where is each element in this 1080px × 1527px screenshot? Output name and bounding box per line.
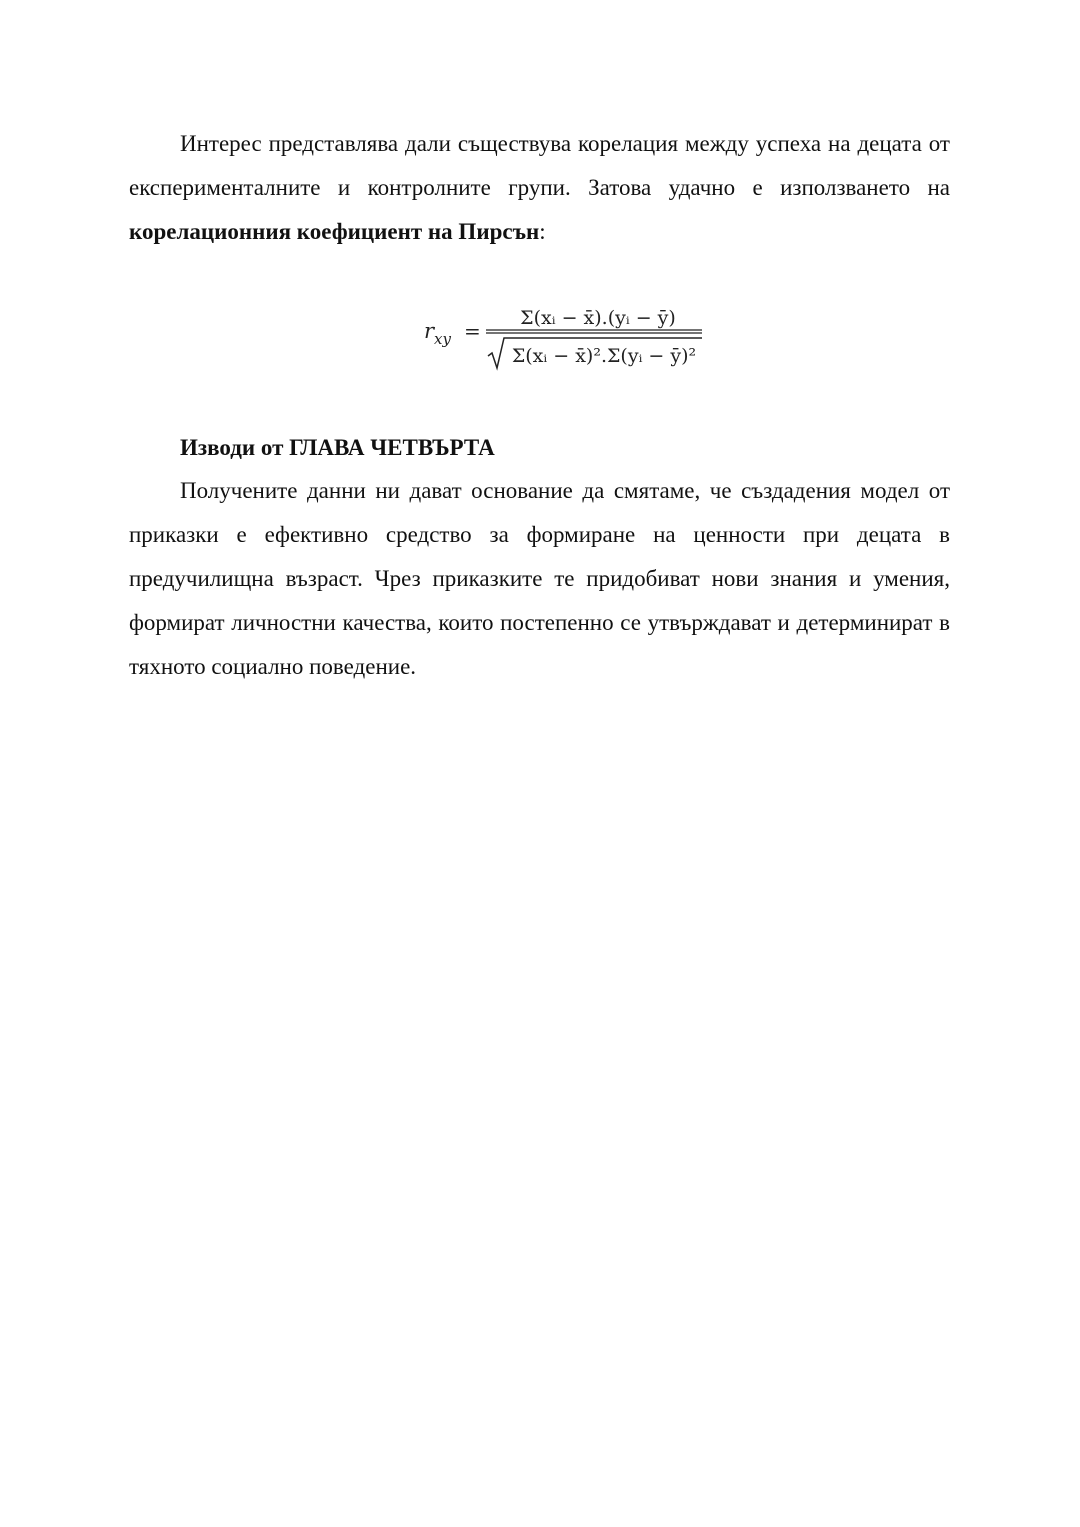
intro-paragraph-text: Интерес представлява дали съществува корелация между успеха на децата от експерименталните и контролните групи. Затова удачно е използването на [129, 131, 950, 200]
pearson-formula [424, 300, 714, 380]
conclusion-paragraph: Получените данни ни дават основание да смятаме, че създадения модел от приказки е ефективно средство за формиране на ценности при децата в предучилищна възраст. Чрез приказките те придобиват нови знания и умения, формират личностни качества, които постепенно се утвърждават и детерминират в тяхното социално поведение. [129, 478, 950, 679]
formula-lhs-variable: r [424, 319, 435, 343]
intro-paragraph-colon: : [539, 219, 546, 244]
pearson-coefficient-term: корелационния коефициент на Пирсън [129, 219, 540, 244]
formula-denominator: Σ(xᵢ − x̄)².Σ(yᵢ − ȳ)² [511, 345, 697, 367]
formula-lhs-subscript: xy [434, 330, 451, 348]
intro-paragraph-block [129, 122, 950, 254]
conclusion-paragraph-block [129, 469, 950, 689]
section-heading: Изводи от ГЛАВА ЧЕТВЪРТА [180, 435, 495, 460]
intro-paragraph [129, 122, 950, 254]
formula-numerator: Σ(xᵢ − x̄).(yᵢ − ȳ) [520, 307, 676, 329]
formula-equals: = [464, 319, 481, 343]
